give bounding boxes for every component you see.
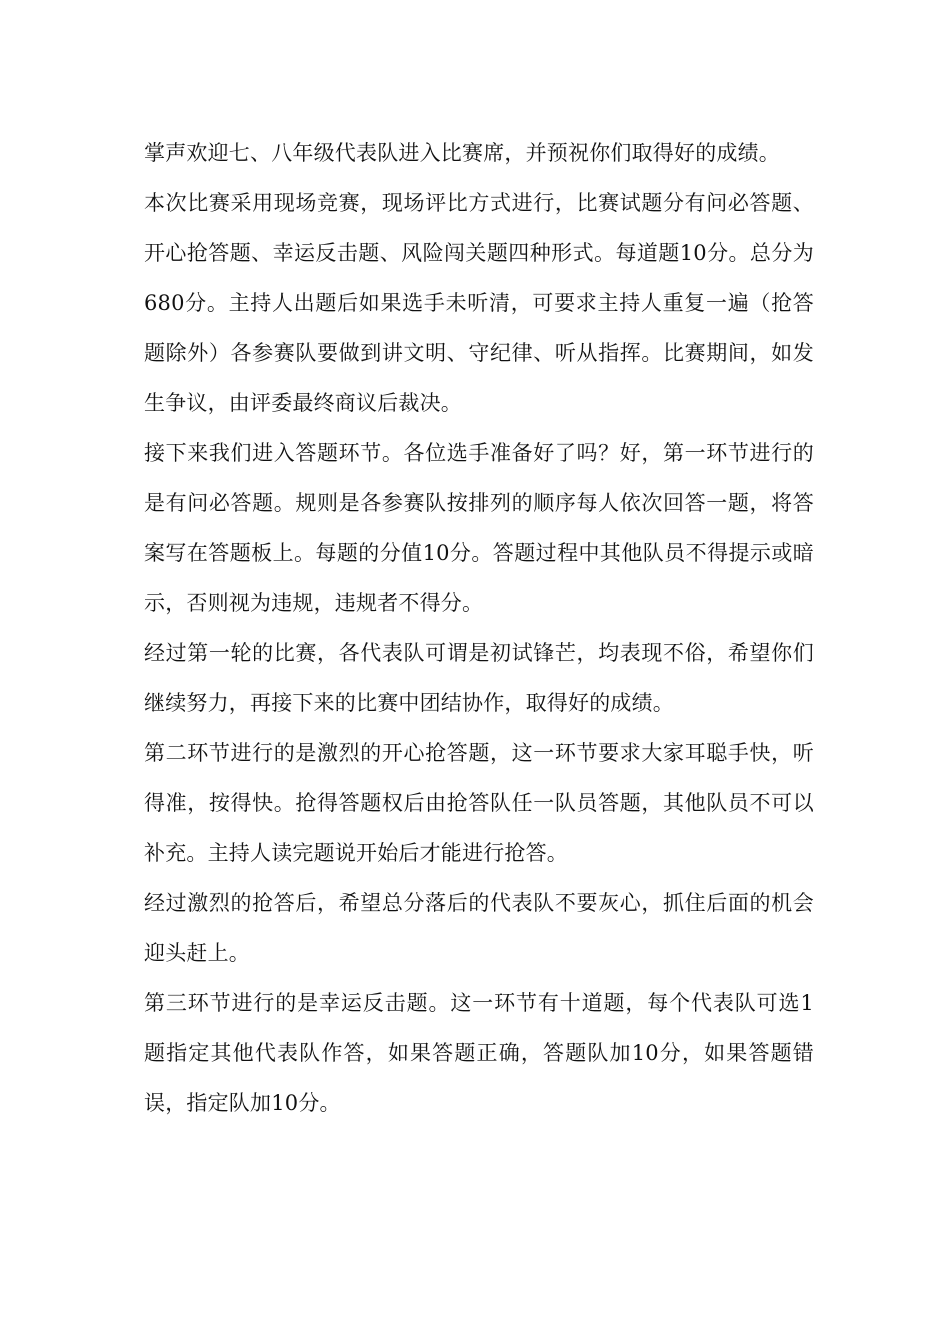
paragraph-round-three: 第三环节进行的是幸运反击题。这一环节有十道题，每个代表队可选1题指定其他代表队作答，如果答题正确，答题队加10分，如果答题错误，指定队加10分。 (144, 991, 814, 1115)
paragraph-round-two-summary: 经过激烈的抢答后，希望总分落后的代表队不要灰心，抓住后面的机会迎头赶上。 (144, 891, 814, 965)
paragraph-round-one: 接下来我们进入答题环节。各位选手准备好了吗？好，第一环节进行的是有问必答题。规则是各参赛队按排列的顺序每人依次回答一题，将答案写在答题板上。每题的分值10分。答题过程中其他队员不得提示或暗示，否则视为违规，违规者不得分。 (144, 441, 814, 615)
paragraph-welcome: 掌声欢迎七、八年级代表队进入比赛席，并预祝你们取得好的成绩。 (144, 141, 780, 165)
paragraph-rules-overview: 本次比赛采用现场竞赛，现场评比方式进行，比赛试题分有问必答题、开心抢答题、幸运反击题、风险闯关题四种形式。每道题10分。总分为680分。主持人出题后如果选手未听清，可要求主持人重复一遍（抢答题除外）各参赛队要做到讲文明、守纪律、听从指挥。比赛期间，如发生争议，由评委最终商议后裁决。 (144, 191, 814, 415)
document-body (144, 128, 814, 1128)
paragraph-round-two: 第二环节进行的是激烈的开心抢答题，这一环节要求大家耳聪手快，听得准，按得快。抢得答题权后由抢答队任一队员答题，其他队员不可以补充。主持人读完题说开始后才能进行抢答。 (144, 741, 814, 865)
paragraph-round-one-summary: 经过第一轮的比赛，各代表队可谓是初试锋芒，均表现不俗，希望你们继续努力，再接下来的比赛中团结协作，取得好的成绩。 (144, 641, 814, 715)
